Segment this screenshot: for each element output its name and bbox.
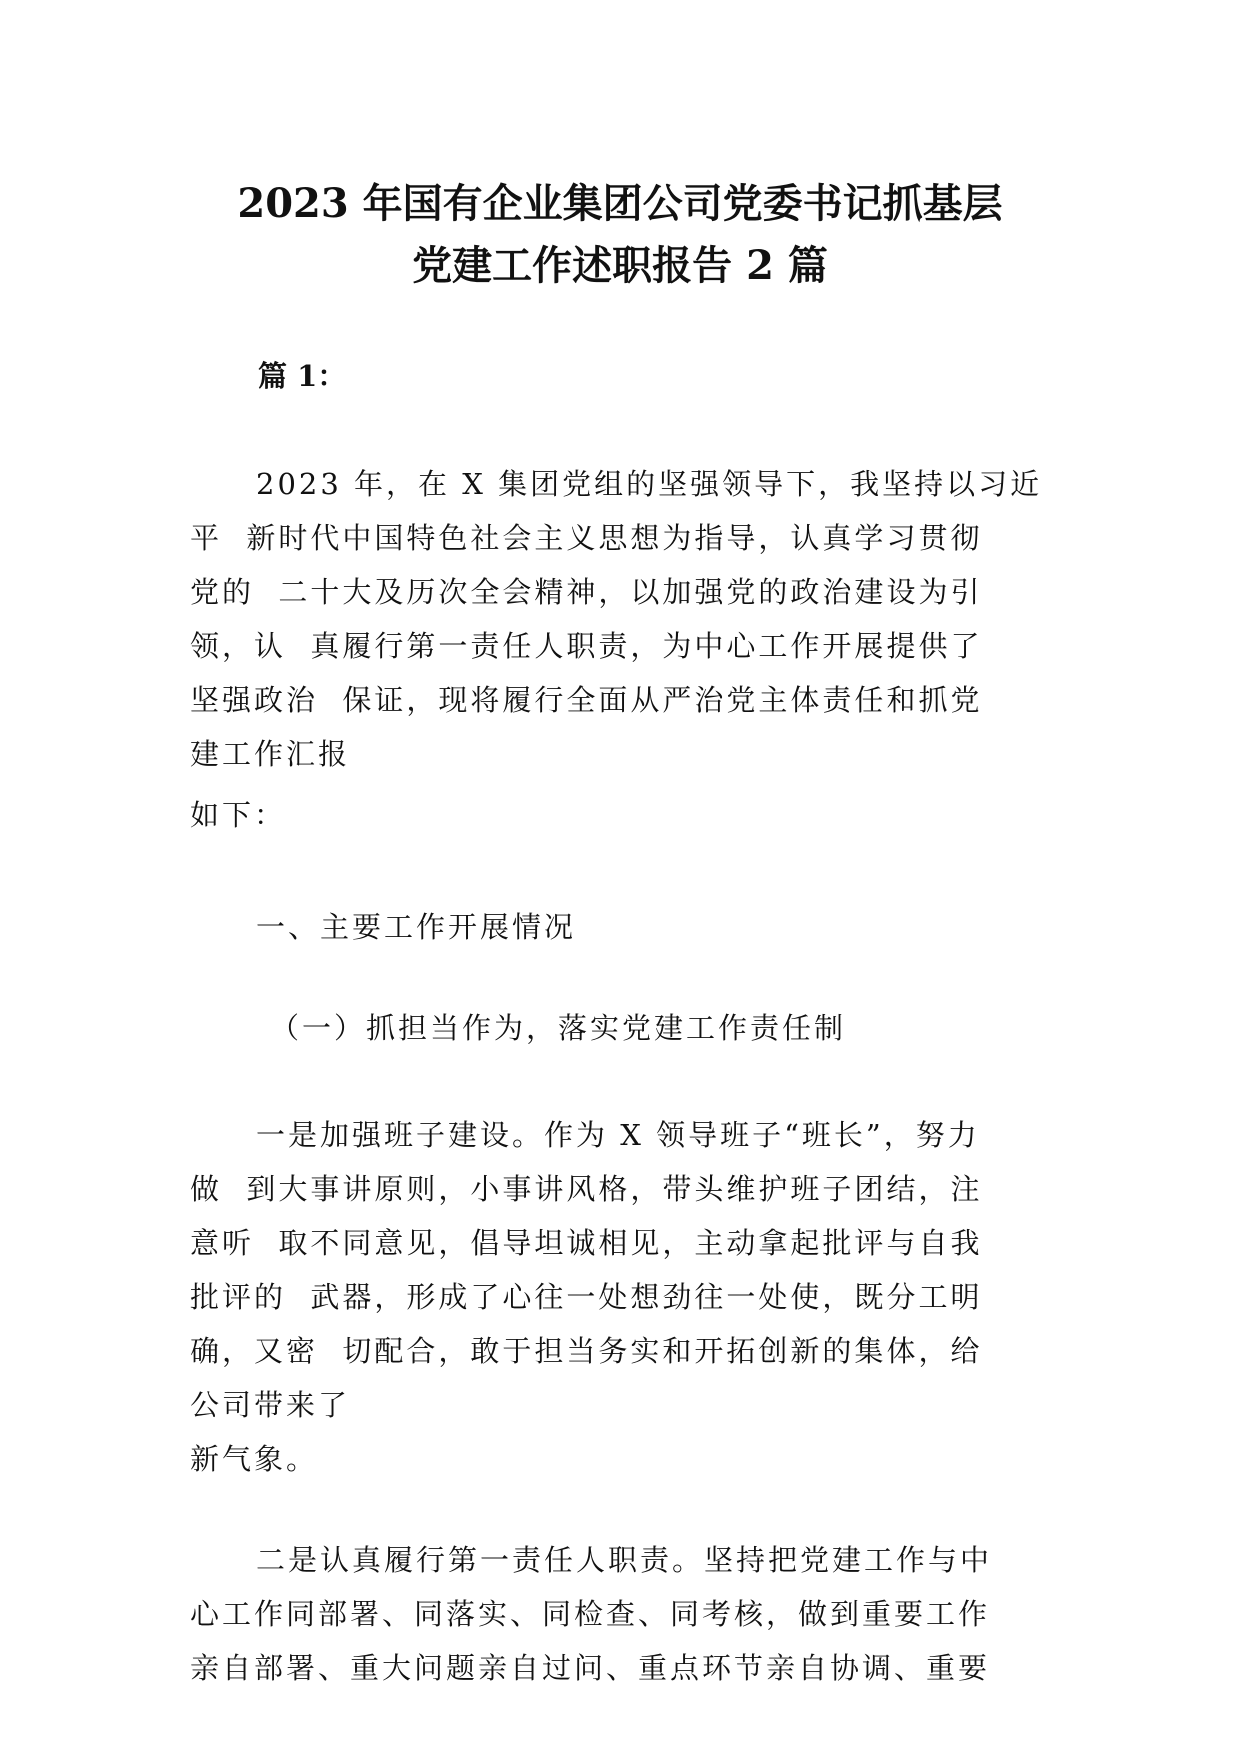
paragraph-line: 2023 年，在 X 集团党组的坚强领导下，我坚持以习近 — [256, 467, 1043, 501]
paragraph-line: 一是加强班子建设。作为 X 领导班子“班长”，努力 — [256, 1118, 980, 1152]
paragraph-line: 做 到大事讲原则，小事讲风格，带头维护班子团结，注 — [190, 1172, 983, 1206]
subheading-responsibility: （一）抓担当作为，落实党建工作责任制 — [270, 1011, 847, 1045]
paragraph-line: 确，又密 切配合，敢于担当务实和开拓创新的集体，给 — [190, 1334, 983, 1368]
intro-paragraph — [190, 457, 1050, 781]
paragraph-line: 平 新时代中国特色社会主义思想为指导，认真学习贯彻 — [190, 521, 983, 555]
team-building-paragraph — [190, 1108, 1050, 1432]
paragraph-line: 公司带来了 — [190, 1388, 351, 1422]
first-responsibility-paragraph — [190, 1533, 1050, 1695]
paragraph-line: 二是认真履行第一责任人职责。坚持把党建工作与中 — [256, 1543, 993, 1577]
paragraph-line: 亲自部署、重大问题亲自过问、重点环节亲自协调、重要 — [190, 1651, 991, 1685]
document-title-line-2: 党建工作述职报告 2 篇 — [412, 242, 828, 289]
team-building-tail: 新气象。 — [190, 1442, 319, 1476]
paragraph-line: 建工作汇报 — [190, 737, 351, 771]
paragraph-line: 坚强政治 保证，现将履行全面从严治党主体责任和抓党 — [190, 683, 983, 717]
paragraph-line: 意听 取不同意见，倡导坦诚相见，主动拿起批评与自我 — [190, 1226, 983, 1260]
paragraph-line: 批评的 武器，形成了心往一处想劲往一处使，既分工明 — [190, 1280, 983, 1314]
paragraph-line: 领，认 真履行第一责任人职责，为中心工作开展提供了 — [190, 629, 983, 663]
heading-main-work: 一、主要工作开展情况 — [256, 910, 577, 944]
paragraph-line: 党的 二十大及历次全会精神，以加强党的政治建设为引 — [190, 575, 983, 609]
section-label: 篇 1： — [258, 359, 347, 393]
paragraph-line: 心工作同部署、同落实、同检查、同考核，做到重要工作 — [190, 1597, 991, 1631]
intro-tail: 如下： — [190, 798, 287, 832]
document-title-line-1: 2023 年国有企业集团公司党委书记抓基层 — [237, 180, 1003, 227]
